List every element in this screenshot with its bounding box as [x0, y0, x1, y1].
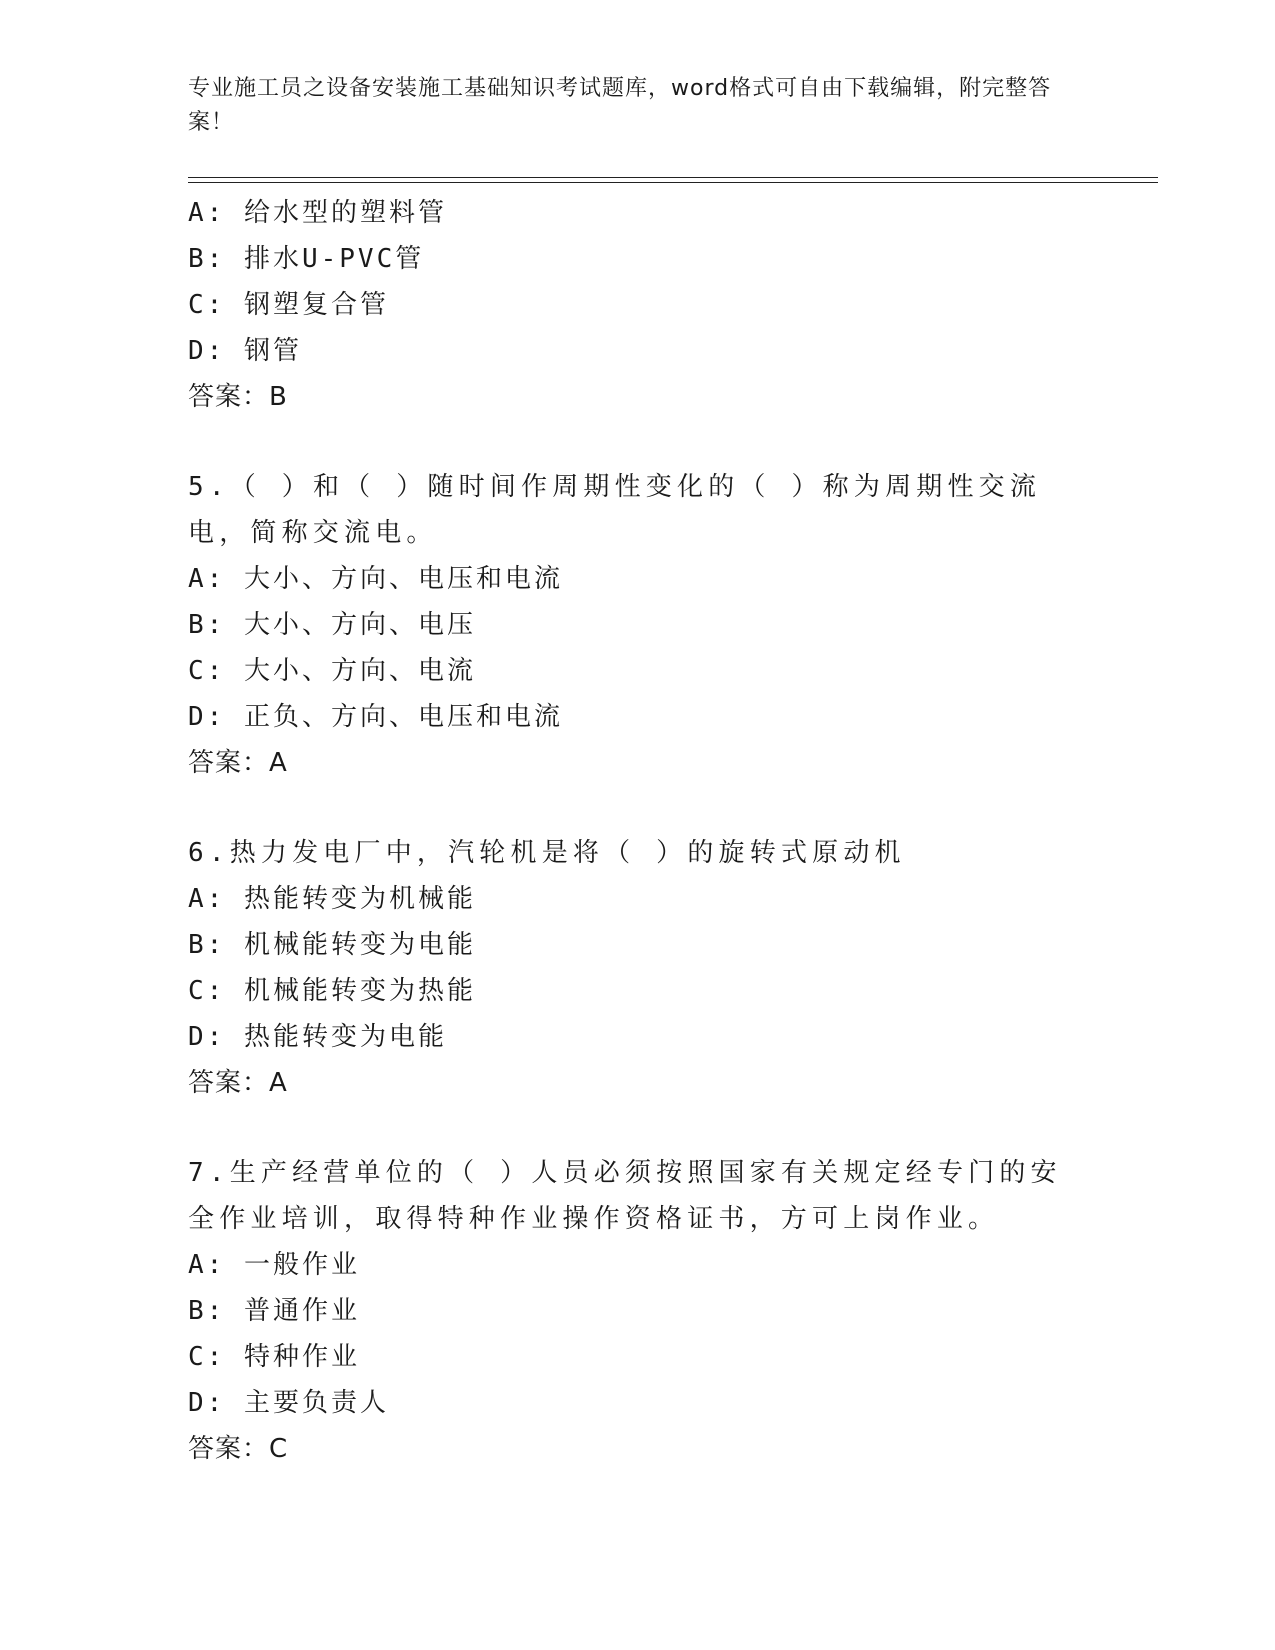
option-label: A: — [188, 198, 226, 228]
spacer — [188, 420, 1088, 464]
option-text: 排水U-PVC管 — [243, 244, 425, 274]
option-text: 机械能转变为热能 — [243, 976, 476, 1006]
option-text: 一般作业 — [243, 1250, 360, 1280]
option-c — [188, 968, 1088, 1014]
option-d — [188, 1380, 1088, 1426]
option-label: B: — [188, 244, 226, 274]
option-label: B: — [188, 1296, 226, 1326]
option-b — [188, 1288, 1088, 1334]
option-text: 特种作业 — [243, 1342, 360, 1372]
option-a — [188, 1242, 1088, 1288]
spacer — [188, 786, 1088, 830]
option-text: 热能转变为机械能 — [243, 884, 476, 914]
option-text: 正负、方向、电压和电流 — [243, 702, 563, 732]
option-text: 大小、方向、电压 — [243, 610, 476, 640]
option-text: 钢管 — [243, 336, 302, 366]
option-b — [188, 602, 1088, 648]
question-text: 5.（ ）和（ ）随时间作周期性变化的（ ）称为周期性交流电，简称交流电。 — [188, 472, 1042, 548]
header-rule-top — [188, 177, 1158, 178]
option-label: C: — [188, 290, 226, 320]
answer-line: 答案：C — [188, 1434, 289, 1464]
option-text: 钢塑复合管 — [243, 290, 389, 320]
answer-line: 答案：A — [188, 1068, 288, 1098]
document-header: 专业施工员之设备安装施工基础知识考试题库，word格式可自由下载编辑，附完整答案！ — [188, 76, 1052, 135]
option-b — [188, 922, 1088, 968]
option-text: 给水型的塑料管 — [243, 198, 447, 228]
header-rule-bottom — [188, 182, 1158, 183]
question-partial — [188, 190, 1088, 420]
option-d — [188, 1014, 1088, 1060]
option-label: B: — [188, 930, 226, 960]
option-text: 大小、方向、电压和电流 — [243, 564, 563, 594]
option-label: C: — [188, 1342, 226, 1372]
option-label: B: — [188, 610, 226, 640]
option-d — [188, 694, 1088, 740]
question-text: 6.热力发电厂中，汽轮机是将（ ）的旋转式原动机 — [188, 838, 906, 868]
option-a — [188, 556, 1088, 602]
option-c — [188, 1334, 1088, 1380]
option-c — [188, 282, 1088, 328]
option-label: D: — [188, 1022, 226, 1052]
option-text: 机械能转变为电能 — [243, 930, 476, 960]
option-label: D: — [188, 702, 226, 732]
answer-line: 答案：A — [188, 748, 288, 778]
option-label: C: — [188, 656, 226, 686]
option-label: D: — [188, 336, 226, 366]
question-text: 7.生产经营单位的（ ）人员必须按照国家有关规定经专门的安全作业培训，取得特种作业操作资格证书，方可上岗作业。 — [188, 1158, 1062, 1234]
answer-line: 答案：B — [188, 382, 288, 412]
option-label: C: — [188, 976, 226, 1006]
option-text: 普通作业 — [243, 1296, 360, 1326]
option-text: 主要负责人 — [243, 1388, 389, 1418]
question-list — [188, 190, 1088, 1472]
option-c — [188, 648, 1088, 694]
option-text: 热能转变为电能 — [243, 1022, 447, 1052]
option-label: D: — [188, 1388, 226, 1418]
option-d — [188, 328, 1088, 374]
option-text: 大小、方向、电流 — [243, 656, 476, 686]
question-6 — [188, 830, 1088, 1106]
question-7 — [188, 1150, 1088, 1472]
option-a — [188, 876, 1088, 922]
option-a — [188, 190, 1088, 236]
option-label: A: — [188, 884, 226, 914]
option-label: A: — [188, 1250, 226, 1280]
option-label: A: — [188, 564, 226, 594]
spacer — [188, 1106, 1088, 1150]
option-b — [188, 236, 1088, 282]
question-5 — [188, 464, 1088, 786]
